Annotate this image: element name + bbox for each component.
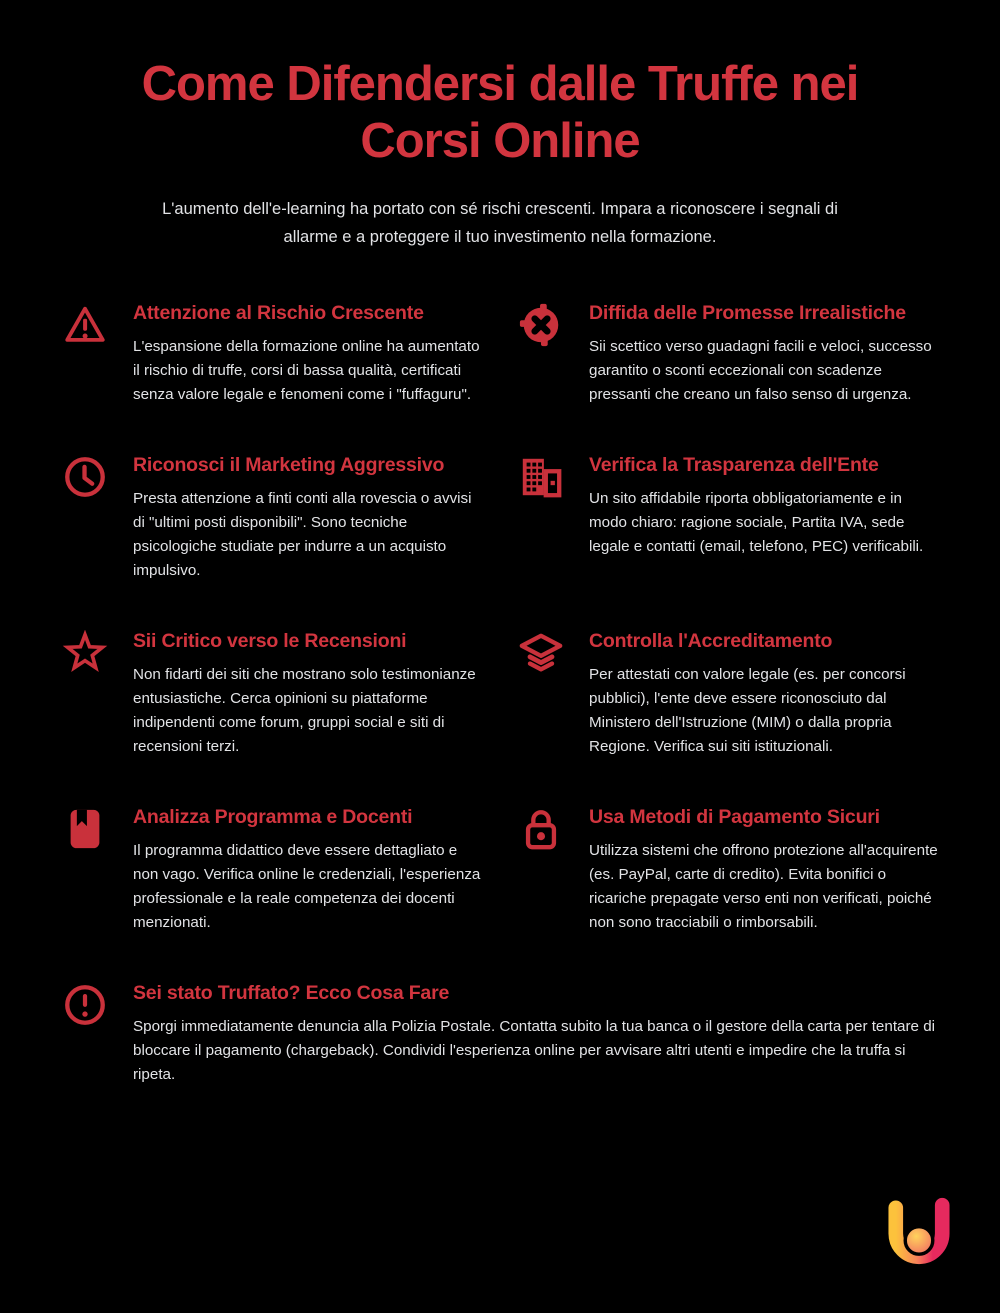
- section-rischio-crescente: [62, 302, 486, 407]
- page-title-line1: Come Difendersi dalle Truffe nei: [141, 57, 859, 111]
- section-body: Utilizza sistemi che offrono protezione all'acquirente (es. PayPal, carte di credito). Evita bonifici o ricariche prepagate verso enti non verificati, poiché non sono tracciabili o rimborsabili.: [589, 842, 938, 932]
- section-body: Un sito affidabile riporta obbligatoriamente e in modo chiaro: ragione sociale, Partita IVA, sede legale e contatti (email, telefono, PEC) verificabili.: [589, 490, 924, 556]
- star-icon: [62, 630, 108, 676]
- page-title: [0, 56, 1000, 171]
- section-body: Non fidarti dei siti che mostrano solo testimonianze entusiastiche. Cerca opinioni su piattaforme indipendenti come forum, gruppi social e siti di recensioni terzi.: [133, 666, 476, 756]
- section-pagamento-sicuro: [518, 806, 942, 935]
- section-title: Sii Critico verso le Recensioni: [133, 630, 407, 653]
- lock-icon: [518, 806, 564, 852]
- page-title-line2: Corsi Online: [360, 114, 640, 169]
- x-circle-icon: [518, 302, 564, 348]
- sections-grid: [0, 302, 1000, 1087]
- section-body: Sii scettico verso guadagni facili e veloci, successo garantito o sconti eccezionali con scadenze pressanti che creano un falso senso di urgenza.: [589, 338, 932, 404]
- section-title: Riconosci il Marketing Aggressivo: [133, 454, 445, 477]
- section-body: L'espansione della formazione online ha aumentato il rischio di truffe, corsi di bassa qualità, certificati senza valore legale e fenomeni come i "fuffaguru".: [133, 338, 480, 404]
- section-accreditamento: [518, 630, 942, 759]
- book-icon: [62, 806, 108, 852]
- section-body: Per attestati con valore legale (es. per concorsi pubblici), l'ente deve essere riconosciuto dal Ministero dell'Istruzione (MIM) o dalla propria Regione. Verifica sui siti istituzionali.: [589, 666, 906, 756]
- section-recensioni: [62, 630, 486, 759]
- u-logo: [876, 1194, 962, 1280]
- section-cosa-fare: [62, 982, 942, 1087]
- clock-icon: [62, 454, 108, 500]
- section-trasparenza-ente: [518, 454, 942, 583]
- section-programma-docenti: [62, 806, 486, 935]
- section-body: Presta attenzione a finti conti alla rovescia o avvisi di "ultimi posti disponibili". Sono tecniche psicologiche studiate per indurre a un acquisto impulsivo.: [133, 490, 472, 580]
- page-subtitle: L'aumento dell'e-learning ha portato con sé rischi crescenti. Impara a riconoscere i segnali di allarme e a proteggere il tuo investimento nella formazione.: [162, 199, 838, 247]
- section-title: Attenzione al Rischio Crescente: [133, 302, 424, 325]
- section-title: Controlla l'Accreditamento: [589, 630, 833, 653]
- section-title: Verifica la Trasparenza dell'Ente: [589, 454, 879, 477]
- building-icon: [518, 454, 564, 500]
- section-title: Diffida delle Promesse Irrealistiche: [589, 302, 906, 325]
- section-body: Sporgi immediatamente denuncia alla Polizia Postale. Contatta subito la tua banca o il gestore della carta per tentare di bloccare il pagamento (chargeback). Condividi l'esperienza online per avvisare altri utenti e impedire che la truffa si ripeta.: [133, 1018, 936, 1084]
- section-promesse-irrealistiche: [518, 302, 942, 407]
- alert-circle-icon: [62, 982, 108, 1028]
- section-title: Usa Metodi di Pagamento Sicuri: [589, 806, 880, 829]
- warning-triangle-icon: [62, 302, 108, 348]
- section-title: Analizza Programma e Docenti: [133, 806, 413, 829]
- section-title: Sei stato Truffato? Ecco Cosa Fare: [133, 982, 450, 1005]
- section-body: Il programma didattico deve essere dettagliato e non vago. Verifica online le credenziali, l'esperienza professionale e la reale competenza dei docenti menzionati.: [133, 842, 481, 932]
- graduation-cap-icon: [518, 630, 564, 676]
- section-marketing-aggressivo: [62, 454, 486, 583]
